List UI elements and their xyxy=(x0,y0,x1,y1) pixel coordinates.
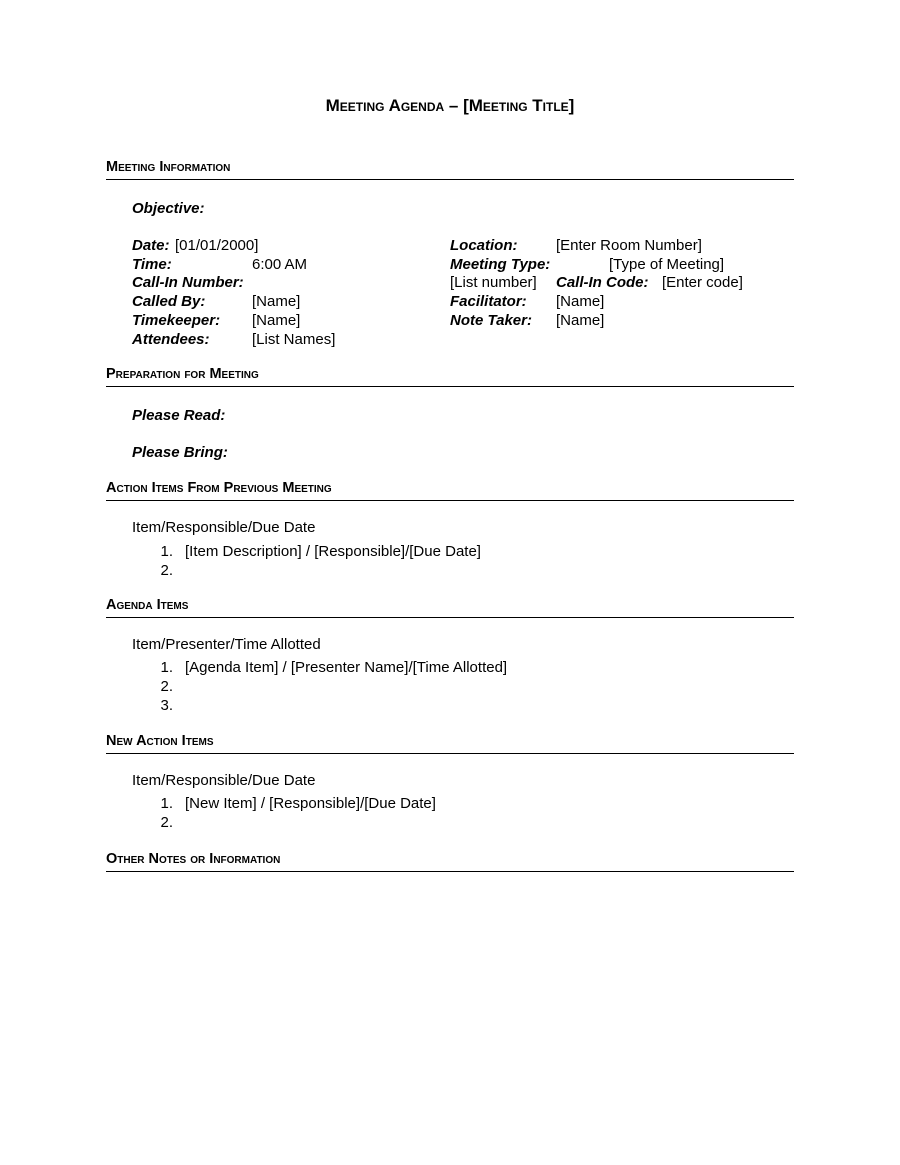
list-item-number: 1. xyxy=(160,543,173,560)
list-item-number: 2. xyxy=(160,678,173,695)
please-read-label: Please Read: xyxy=(132,407,226,424)
section-heading-meeting-information: Meeting Information xyxy=(106,160,794,180)
list-item-number: 1. xyxy=(160,795,173,812)
callin-code-value: [Enter code] xyxy=(662,274,743,291)
attendees-value: [List Names] xyxy=(252,331,336,348)
list-item-number: 2. xyxy=(160,814,173,831)
section-heading-preparation: Preparation for Meeting xyxy=(106,367,794,387)
callin-code-label: Call-In Code: xyxy=(556,274,649,291)
timekeeper-label: Timekeeper: xyxy=(132,312,221,329)
section-heading-other-notes: Other Notes or Information xyxy=(106,852,794,872)
callin-number-label: Call-In Number: xyxy=(132,274,244,291)
facilitator-label: Facilitator: xyxy=(450,293,527,310)
date-value: [01/01/2000] xyxy=(175,237,259,254)
meeting-type-value: [Type of Meeting] xyxy=(609,256,725,273)
timekeeper-value: [Name] xyxy=(252,312,301,329)
called-by-label: Called By: xyxy=(132,293,206,310)
new-items-header: Item/Responsible/Due Date xyxy=(132,772,316,789)
list-item: [Item Description] / [Responsible]/[Due Date] xyxy=(185,543,481,560)
callin-number-value: [List number] xyxy=(450,274,537,291)
list-item: [Agenda Item] / [Presenter Name]/[Time Allotted] xyxy=(185,659,508,676)
section-heading-new-action-items: New Action Items xyxy=(106,734,794,754)
facilitator-value: [Name] xyxy=(556,293,605,310)
previous-items-header: Item/Responsible/Due Date xyxy=(132,519,316,536)
list-item-number: 3. xyxy=(160,697,173,714)
time-value: 6:00 AM xyxy=(252,256,308,273)
location-value: [Enter Room Number] xyxy=(556,237,702,254)
list-item: [New Item] / [Responsible]/[Due Date] xyxy=(185,795,436,812)
objective-label: Objective: xyxy=(132,200,205,217)
section-heading-previous-action-items: Action Items From Previous Meeting xyxy=(106,481,794,501)
date-label: Date: xyxy=(132,237,170,254)
called-by-value: [Name] xyxy=(252,293,301,310)
list-item-number: 1. xyxy=(160,659,173,676)
location-label: Location: xyxy=(450,237,518,254)
attendees-label: Attendees: xyxy=(132,331,210,348)
please-bring-label: Please Bring: xyxy=(132,444,228,461)
document-title: Meeting Agenda – [Meeting Title] xyxy=(325,96,575,115)
note-taker-label: Note Taker: xyxy=(450,312,532,329)
section-heading-agenda-items: Agenda Items xyxy=(106,598,794,618)
agenda-items-header: Item/Presenter/Time Allotted xyxy=(132,636,321,653)
meeting-type-label: Meeting Type: xyxy=(450,256,551,273)
list-item-number: 2. xyxy=(160,562,173,579)
note-taker-value: [Name] xyxy=(556,312,605,329)
time-label: Time: xyxy=(132,256,172,273)
